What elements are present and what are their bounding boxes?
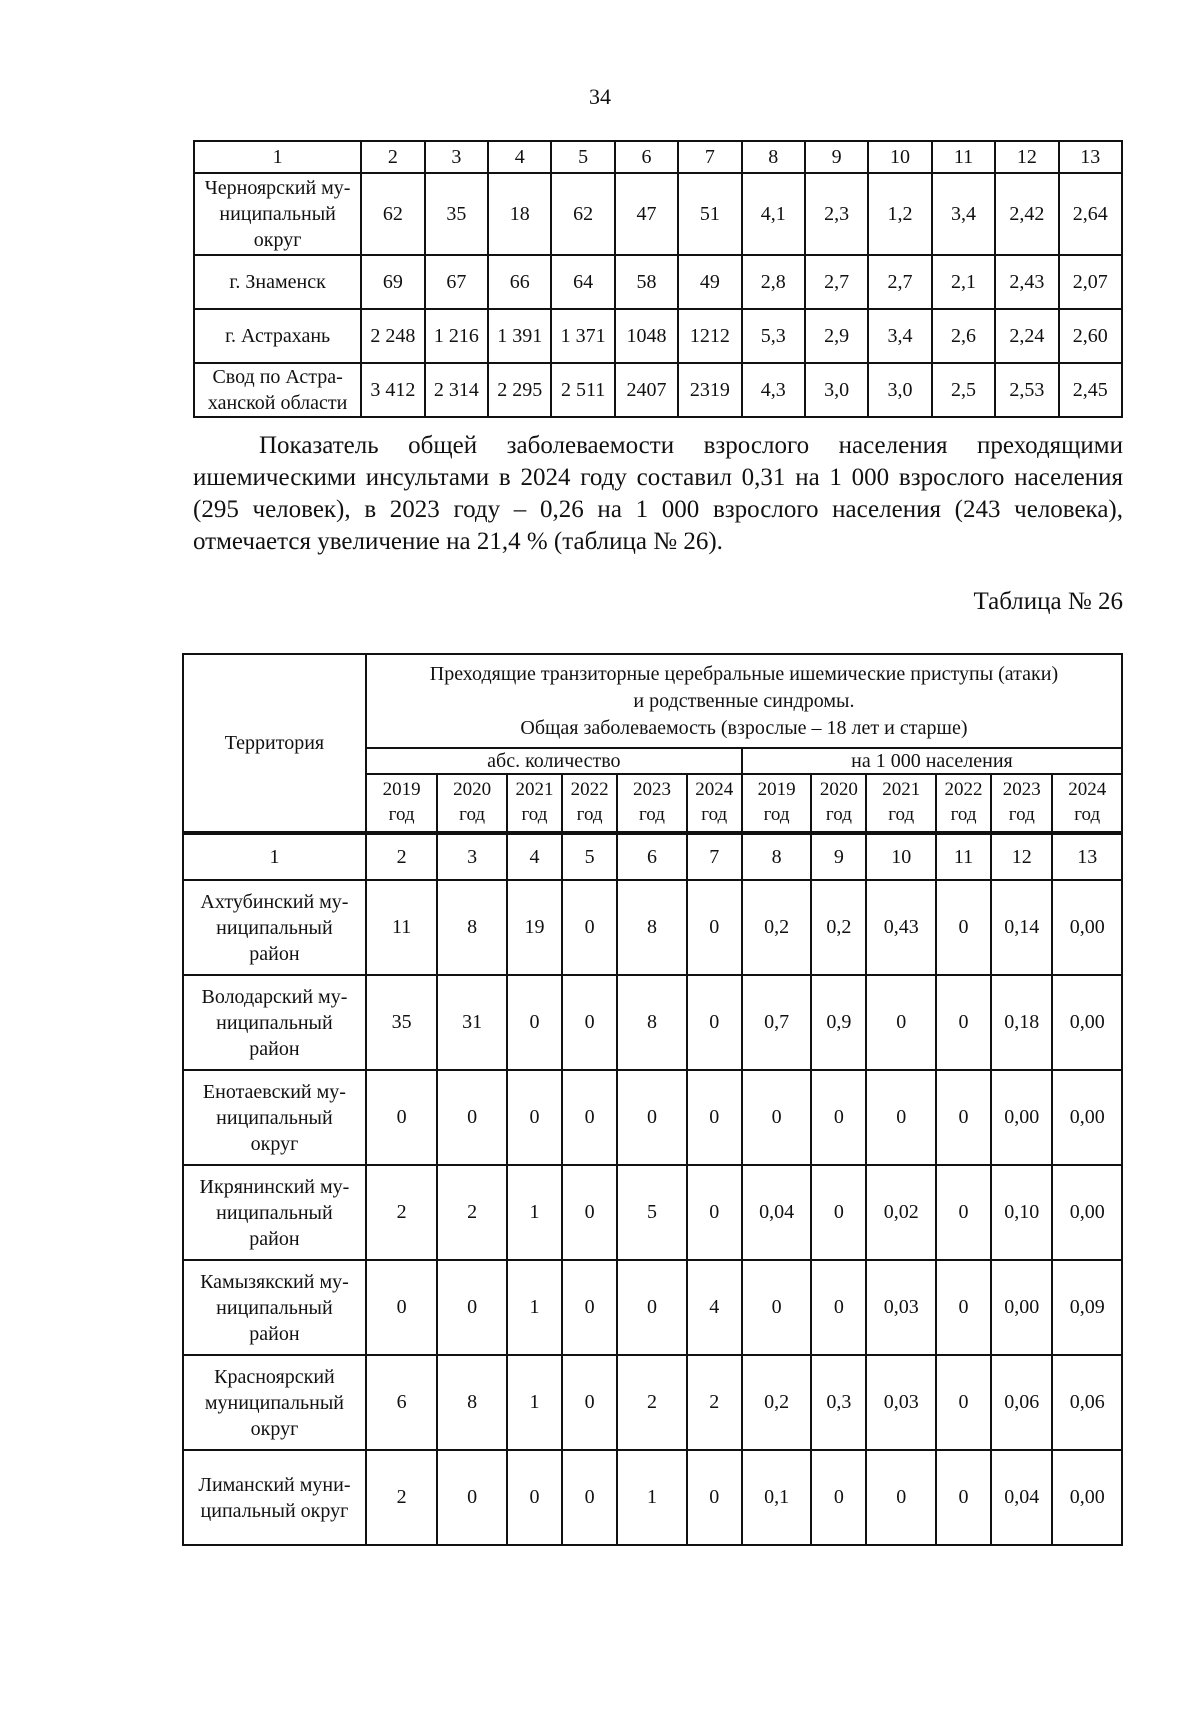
table-row [183, 1070, 1122, 1165]
value-cell: 1 [617, 1450, 686, 1545]
value-cell: 1 371 [551, 309, 614, 363]
value-cell: 0,06 [1052, 1355, 1122, 1450]
value-cell: 2,6 [932, 309, 995, 363]
value-cell: 4,3 [742, 363, 805, 417]
value-cell: 0 [936, 1165, 991, 1260]
value-cell: 2,8 [742, 255, 805, 309]
value-cell: 2,45 [1059, 363, 1122, 417]
value-cell: 0,00 [1052, 880, 1122, 975]
table-caption: Таблица № 26 [973, 588, 1123, 615]
value-cell: 0,43 [866, 880, 935, 975]
column-number-row [194, 141, 1122, 173]
value-cell: 0,18 [991, 975, 1052, 1070]
value-cell: 0,00 [1052, 1070, 1122, 1165]
column-number: 8 [742, 141, 805, 173]
value-cell: 2 295 [488, 363, 551, 417]
territory-cell: Володарский му- ниципальный район [183, 975, 366, 1070]
year-header: 2019 год [366, 774, 438, 833]
value-cell: 0 [742, 1260, 811, 1355]
value-cell: 0,1 [742, 1450, 811, 1545]
value-cell: 0 [562, 1355, 617, 1450]
value-cell: 0 [866, 975, 935, 1070]
value-cell: 62 [551, 173, 614, 255]
value-cell: 0 [562, 1070, 617, 1165]
value-cell: 2 314 [425, 363, 488, 417]
value-cell: 0 [562, 880, 617, 975]
value-cell: 0 [866, 1070, 935, 1165]
column-number: 1 [194, 141, 361, 173]
value-cell: 0 [936, 1070, 991, 1165]
value-cell: 2,7 [805, 255, 868, 309]
table-title: Преходящие транзиторные церебральные ишемические приступы (атаки) и родственные синдромы. Общая заболеваемость (взрослые – 18 лет и старше) [366, 654, 1122, 748]
column-number: 11 [932, 141, 995, 173]
value-cell: 0 [687, 880, 742, 975]
value-cell: 1 [507, 1260, 562, 1355]
column-number: 7 [678, 141, 741, 173]
territory-cell: Черноярский му- ниципальный округ [194, 173, 361, 255]
value-cell: 2,53 [995, 363, 1058, 417]
column-number: 5 [551, 141, 614, 173]
column-number: 13 [1052, 833, 1122, 880]
column-number: 6 [615, 141, 678, 173]
value-cell: 0 [687, 1070, 742, 1165]
value-cell: 0,10 [991, 1165, 1052, 1260]
table-row [183, 1450, 1122, 1545]
value-cell: 8 [617, 975, 686, 1070]
value-cell: 2 511 [551, 363, 614, 417]
value-cell: 4 [687, 1260, 742, 1355]
value-cell: 0,03 [866, 1260, 935, 1355]
column-number: 7 [687, 833, 742, 880]
table-row [183, 1165, 1122, 1260]
abs-count-header: абс. количество [366, 748, 742, 774]
value-cell: 0,00 [1052, 975, 1122, 1070]
value-cell: 0 [507, 1450, 562, 1545]
value-cell: 2 [366, 1165, 438, 1260]
value-cell: 5 [617, 1165, 686, 1260]
value-cell: 0 [507, 975, 562, 1070]
value-cell: 0,3 [811, 1355, 866, 1450]
value-cell: 0 [811, 1260, 866, 1355]
value-cell: 0,00 [1052, 1165, 1122, 1260]
value-cell: 8 [617, 880, 686, 975]
year-header: 2024 год [687, 774, 742, 833]
value-cell: 1 216 [425, 309, 488, 363]
value-cell: 0,2 [811, 880, 866, 975]
value-cell: 1,2 [868, 173, 931, 255]
value-cell: 0,14 [991, 880, 1052, 975]
value-cell: 47 [615, 173, 678, 255]
value-cell: 0 [687, 975, 742, 1070]
value-cell: 0 [811, 1450, 866, 1545]
column-number: 2 [361, 141, 424, 173]
value-cell: 0 [936, 1450, 991, 1545]
page-number: 34 [589, 84, 611, 109]
value-cell: 2407 [615, 363, 678, 417]
value-cell: 2,42 [995, 173, 1058, 255]
value-cell: 0,09 [1052, 1260, 1122, 1355]
value-cell: 35 [425, 173, 488, 255]
territory-cell: Красноярский муниципальный округ [183, 1355, 366, 1450]
column-number: 12 [995, 141, 1058, 173]
value-cell: 0 [936, 1355, 991, 1450]
column-number: 12 [991, 833, 1052, 880]
territory-cell: г. Астрахань [194, 309, 361, 363]
territory-cell: Лиманский муни- ципальный округ [183, 1450, 366, 1545]
table-26 [182, 653, 1123, 1546]
value-cell: 0 [562, 1165, 617, 1260]
column-number: 10 [868, 141, 931, 173]
value-cell: 0,00 [991, 1070, 1052, 1165]
value-cell: 35 [366, 975, 438, 1070]
table-row [183, 975, 1122, 1070]
value-cell: 0 [366, 1260, 438, 1355]
territory-cell: Енотаевский му- ниципальный округ [183, 1070, 366, 1165]
value-cell: 0,03 [866, 1355, 935, 1450]
value-cell: 0,9 [811, 975, 866, 1070]
value-cell: 2,9 [805, 309, 868, 363]
value-cell: 3 412 [361, 363, 424, 417]
value-cell: 1048 [615, 309, 678, 363]
year-header: 2023 год [991, 774, 1052, 833]
value-cell: 1 [507, 1355, 562, 1450]
value-cell: 1 [507, 1165, 562, 1260]
territory-cell: Камызякский му- ниципальный район [183, 1260, 366, 1355]
column-number: 13 [1059, 141, 1122, 173]
value-cell: 0,00 [991, 1260, 1052, 1355]
value-cell: 2,60 [1059, 309, 1122, 363]
value-cell: 6 [366, 1355, 438, 1450]
year-header: 2019 год [742, 774, 811, 833]
value-cell: 2,64 [1059, 173, 1122, 255]
year-header: 2022 год [936, 774, 991, 833]
value-cell: 2,1 [932, 255, 995, 309]
value-cell: 8 [437, 1355, 506, 1450]
value-cell: 0,04 [742, 1165, 811, 1260]
column-number-row [183, 833, 1122, 880]
column-number: 6 [617, 833, 686, 880]
value-cell: 31 [437, 975, 506, 1070]
territory-cell: г. Знаменск [194, 255, 361, 309]
value-cell: 0,7 [742, 975, 811, 1070]
value-cell: 66 [488, 255, 551, 309]
value-cell: 0 [562, 1260, 617, 1355]
column-number: 4 [488, 141, 551, 173]
value-cell: 2319 [678, 363, 741, 417]
continued-table [193, 140, 1123, 418]
year-header: 2021 год [507, 774, 562, 833]
value-cell: 0,00 [1052, 1450, 1122, 1545]
table-row [194, 309, 1122, 363]
column-number: 10 [866, 833, 935, 880]
column-number: 8 [742, 833, 811, 880]
value-cell: 0,2 [742, 1355, 811, 1450]
year-header: 2020 год [437, 774, 506, 833]
value-cell: 2,3 [805, 173, 868, 255]
year-header: 2023 год [617, 774, 686, 833]
value-cell: 0 [562, 975, 617, 1070]
value-cell: 0 [811, 1165, 866, 1260]
value-cell: 1212 [678, 309, 741, 363]
value-cell: 2,24 [995, 309, 1058, 363]
value-cell: 18 [488, 173, 551, 255]
value-cell: 0 [936, 975, 991, 1070]
value-cell: 49 [678, 255, 741, 309]
value-cell: 0 [437, 1450, 506, 1545]
value-cell: 4,1 [742, 173, 805, 255]
table-row [183, 1260, 1122, 1355]
column-number: 9 [805, 141, 868, 173]
value-cell: 0 [936, 880, 991, 975]
value-cell: 0 [936, 1260, 991, 1355]
value-cell: 5,3 [742, 309, 805, 363]
column-number: 11 [936, 833, 991, 880]
value-cell: 0 [866, 1450, 935, 1545]
value-cell: 2 [687, 1355, 742, 1450]
table-row [183, 880, 1122, 975]
value-cell: 0 [742, 1070, 811, 1165]
table-row [183, 1355, 1122, 1450]
territory-cell: Ахтубинский му- ниципальный район [183, 880, 366, 975]
value-cell: 69 [361, 255, 424, 309]
value-cell: 64 [551, 255, 614, 309]
value-cell: 67 [425, 255, 488, 309]
table-row [194, 255, 1122, 309]
value-cell: 19 [507, 880, 562, 975]
value-cell: 51 [678, 173, 741, 255]
value-cell: 1 391 [488, 309, 551, 363]
year-header: 2024 год [1052, 774, 1122, 833]
value-cell: 0 [507, 1070, 562, 1165]
rate-header: на 1 000 населения [742, 748, 1122, 774]
value-cell: 0,06 [991, 1355, 1052, 1450]
value-cell: 0,2 [742, 880, 811, 975]
value-cell: 3,4 [868, 309, 931, 363]
value-cell: 0 [687, 1450, 742, 1545]
value-cell: 2,7 [868, 255, 931, 309]
value-cell: 0,02 [866, 1165, 935, 1260]
year-header: 2022 год [562, 774, 617, 833]
value-cell: 2,43 [995, 255, 1058, 309]
territory-header: Территория [183, 654, 366, 833]
territory-cell: Свод по Астра- ханской области [194, 363, 361, 417]
territory-cell: Икрянинский му- ниципальный район [183, 1165, 366, 1260]
body-paragraph: Показатель общей заболеваемости взрослого населения преходящими ишемическими инсультами в 2024 году составил 0,31 на 1 000 взрослого населения (295 человек), в 2023 году – 0,26 на 1 000 взрослого населения (243 человека), отмечается увеличение на 21,4 % (таблица № 26). [193, 432, 1123, 555]
value-cell: 58 [615, 255, 678, 309]
value-cell: 0 [617, 1260, 686, 1355]
value-cell: 2,5 [932, 363, 995, 417]
column-number: 9 [811, 833, 866, 880]
column-number: 3 [437, 833, 506, 880]
value-cell: 11 [366, 880, 438, 975]
year-header: 2021 год [866, 774, 935, 833]
column-number: 2 [366, 833, 438, 880]
value-cell: 62 [361, 173, 424, 255]
column-number: 5 [562, 833, 617, 880]
value-cell: 2 [366, 1450, 438, 1545]
value-cell: 0,04 [991, 1450, 1052, 1545]
value-cell: 0 [562, 1450, 617, 1545]
value-cell: 0 [437, 1070, 506, 1165]
value-cell: 3,0 [868, 363, 931, 417]
value-cell: 8 [437, 880, 506, 975]
year-header: 2020 год [811, 774, 866, 833]
value-cell: 2 [617, 1355, 686, 1450]
column-number: 3 [425, 141, 488, 173]
value-cell: 2 248 [361, 309, 424, 363]
value-cell: 3,0 [805, 363, 868, 417]
value-cell: 0 [366, 1070, 438, 1165]
value-cell: 2 [437, 1165, 506, 1260]
column-number: 4 [507, 833, 562, 880]
value-cell: 0 [811, 1070, 866, 1165]
table-row [194, 363, 1122, 417]
value-cell: 0 [687, 1165, 742, 1260]
value-cell: 2,07 [1059, 255, 1122, 309]
column-number: 1 [183, 833, 366, 880]
value-cell: 0 [437, 1260, 506, 1355]
value-cell: 0 [617, 1070, 686, 1165]
value-cell: 3,4 [932, 173, 995, 255]
table-row [194, 173, 1122, 255]
